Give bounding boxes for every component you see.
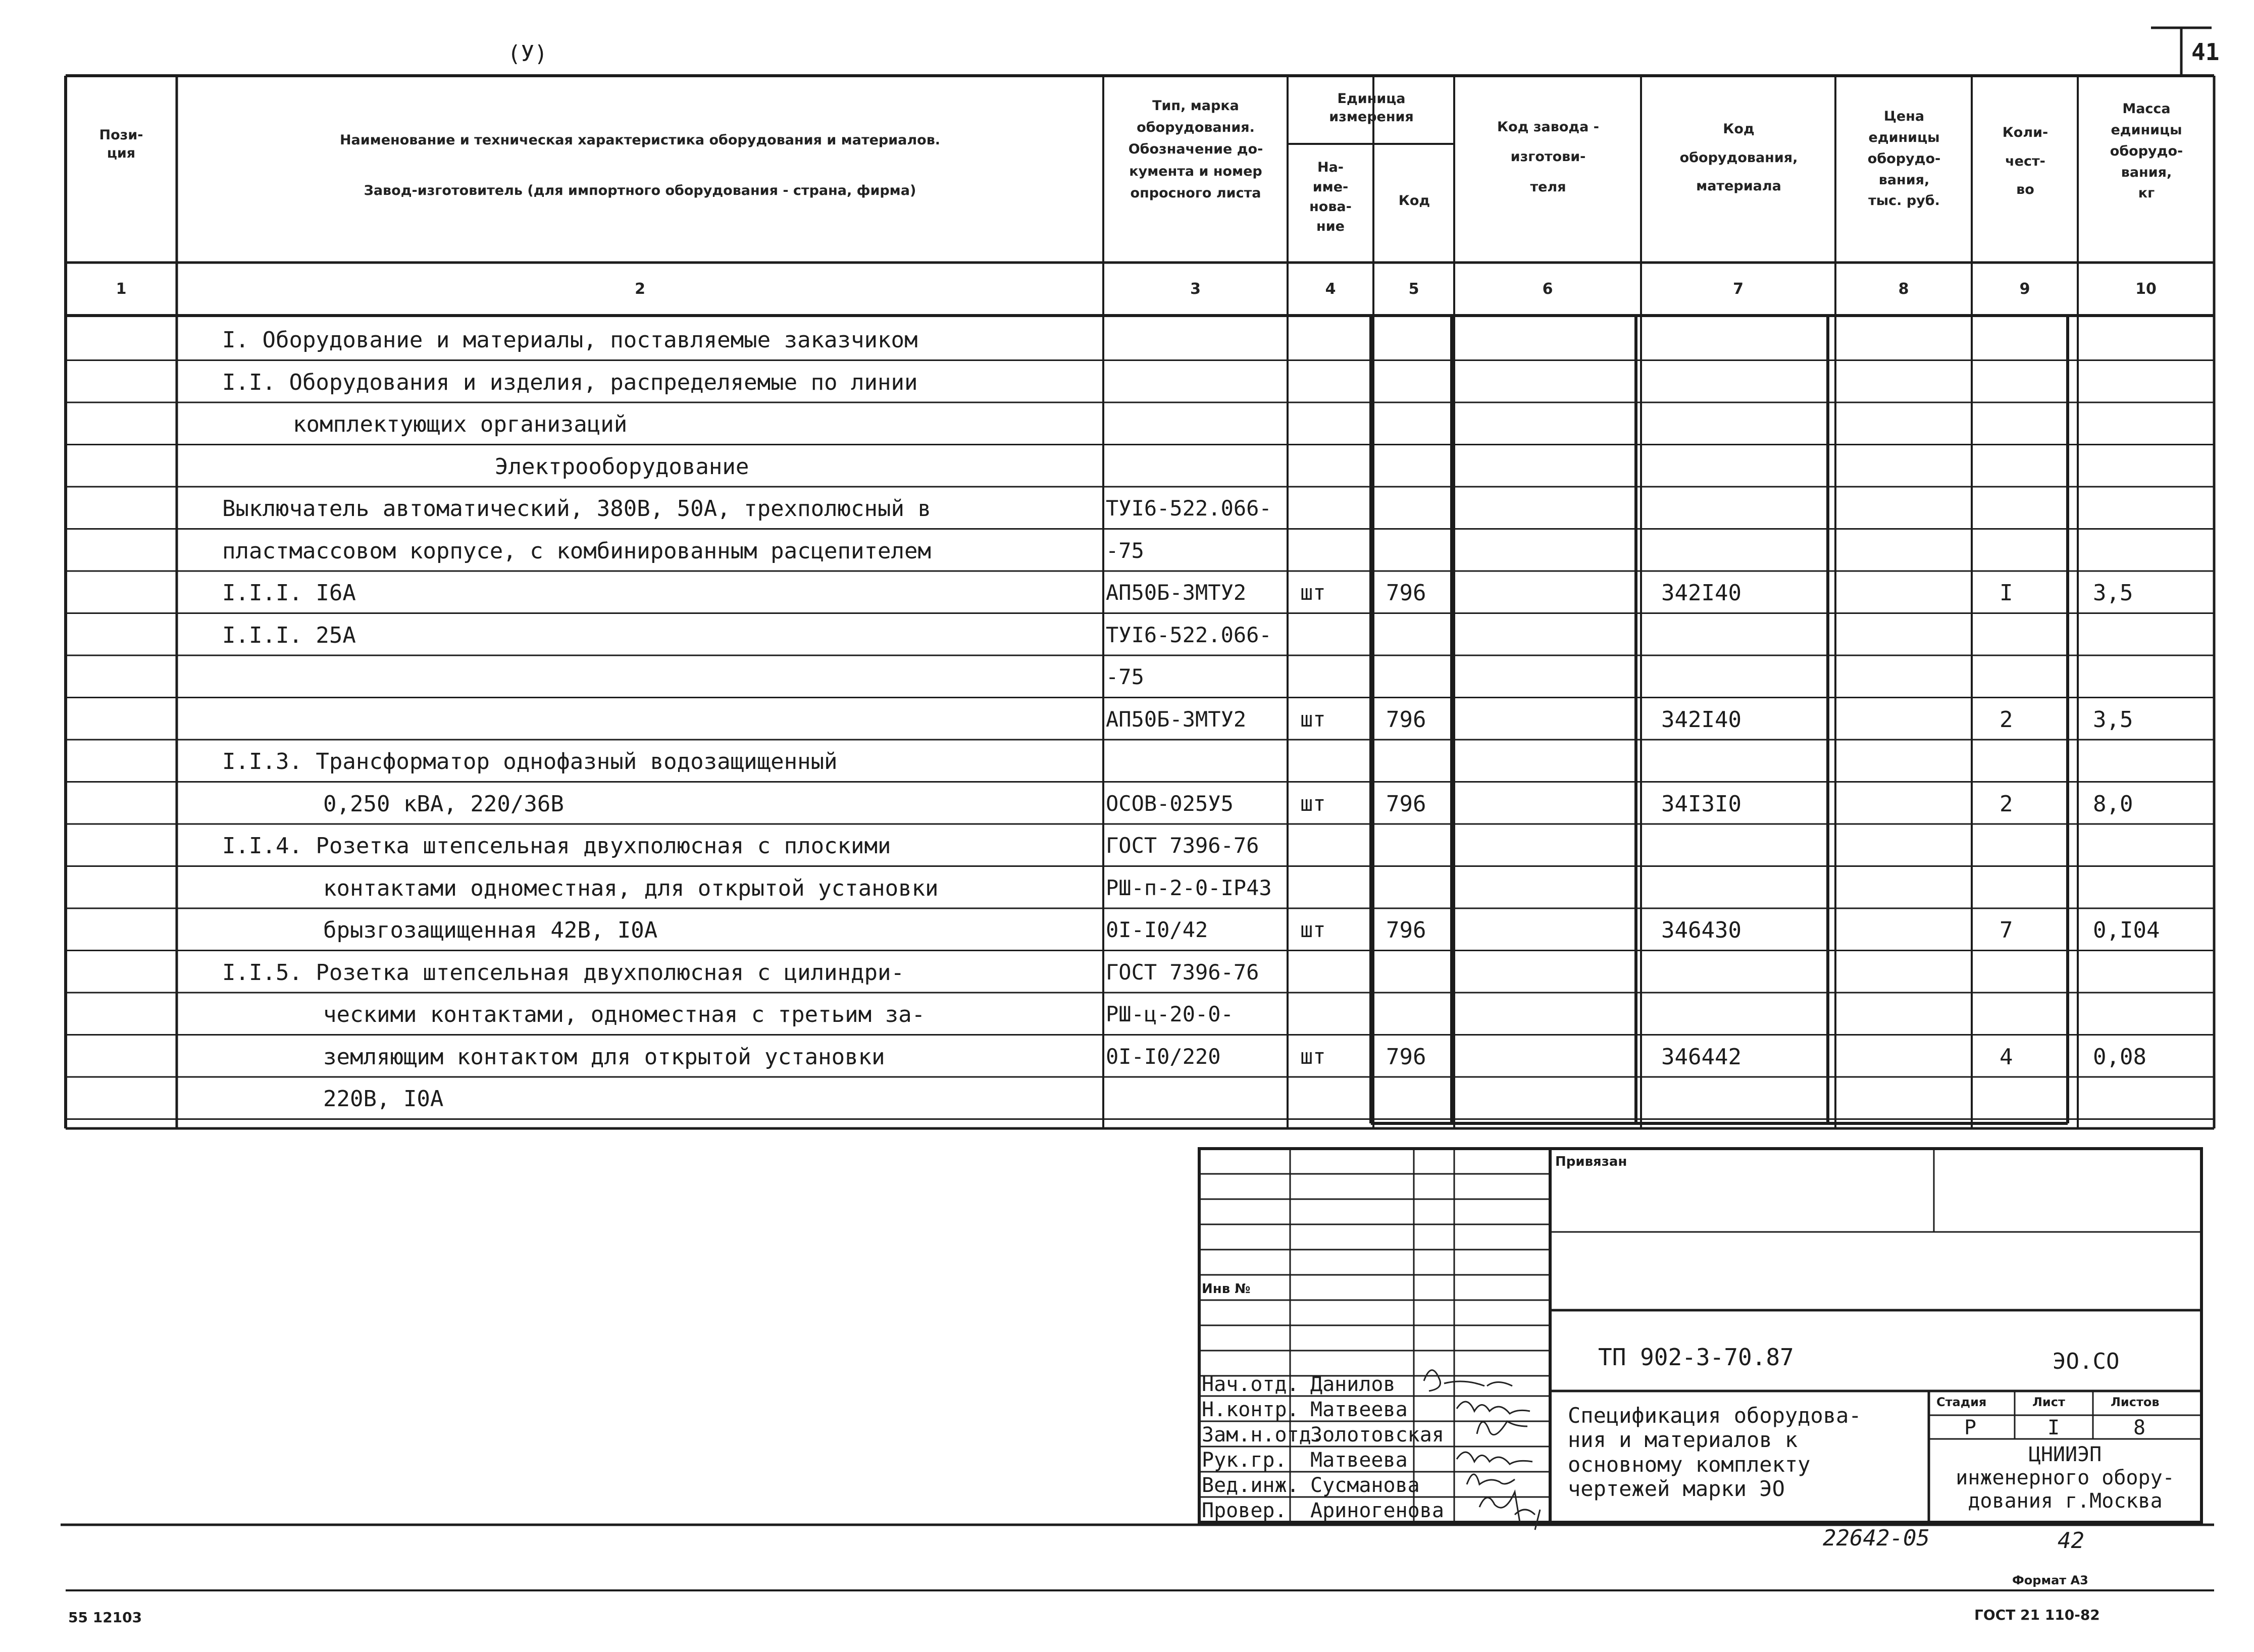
row-unit-code-cell: 796 — [1386, 1044, 1426, 1070]
row-unit-cell: шт — [1300, 580, 1326, 605]
header-mark: (У) — [507, 41, 548, 67]
row-name-cell: I.I.I. I6A — [222, 580, 356, 606]
row-name-cell: I.I.I. 25A — [222, 622, 356, 648]
stamp-sheet-value: I — [2047, 1416, 2060, 1439]
row-unit-code-cell: 796 — [1386, 791, 1426, 817]
row-type-cell: 0I-I0/42 — [1106, 917, 1208, 942]
row-name-cell: I.I.4. Розетка штепсельная двухполюсная с плоскими — [222, 833, 891, 859]
signer-role: Провер. — [1202, 1499, 1287, 1522]
row-type-cell: ТУI6-522.066- — [1106, 622, 1272, 647]
header-col-material-code: Код оборудования, материала — [1679, 121, 1798, 194]
row-name-cell: Электрооборудование — [495, 453, 749, 480]
signer-role: Рук.гр. — [1202, 1449, 1287, 1472]
row-name-cell: 220В, I0A — [323, 1086, 444, 1112]
handwritten-page-number: 42 — [2058, 1528, 2084, 1554]
stamp-stage-label: Стадия — [1936, 1395, 1987, 1409]
row-type-cell: ТУI6-522.066- — [1106, 496, 1272, 521]
row-mass-cell: 0,08 — [2093, 1044, 2146, 1070]
archive-number: 22642-05 — [1823, 1525, 1930, 1551]
header-col-name-line1: Наименование и техническая характеристика оборудования и материалов. — [339, 132, 941, 148]
row-name-cell: I.I.3. Трансформатор однофазный водозащищенный — [222, 749, 838, 775]
signer-role: Зам.н.отд. — [1202, 1423, 1323, 1447]
row-type-cell: АП50Б-3МТУ2 — [1106, 580, 1247, 605]
row-type-cell: РШ-ц-20-0- — [1106, 1002, 1234, 1026]
row-type-cell: -75 — [1106, 538, 1144, 563]
header-col-unit-name: На- име- нова- ние — [1309, 160, 1352, 235]
row-unit-code-cell: 796 — [1386, 580, 1426, 606]
column-number-8: 8 — [1898, 280, 1909, 298]
stamp-sheet-label: Лист — [2032, 1395, 2065, 1409]
column-number-10: 10 — [2135, 280, 2157, 298]
signer-role: Нач.отд. — [1202, 1373, 1299, 1396]
signer-role: Н.контр. — [1202, 1398, 1299, 1421]
row-unit-cell: шт — [1300, 917, 1326, 942]
row-quantity-cell: 4 — [2000, 1044, 2013, 1070]
row-unit-code-cell: 796 — [1386, 917, 1426, 943]
header-col-quantity: Коли- чест- во — [2002, 125, 2048, 198]
row-quantity-cell: 2 — [2000, 791, 2013, 817]
stamp-sheets-label: Листов — [2111, 1395, 2160, 1409]
row-name-cell: Выключатель автоматический, 380В, 50А, трехполюсный в — [222, 496, 931, 522]
column-number-3: 3 — [1190, 280, 1201, 298]
signer-name: Сусманова — [1310, 1474, 1420, 1497]
header-col-price: Цена единицы оборудо- вания, тыс. руб. — [1867, 109, 1941, 209]
header-col-factory-code: Код завода - изготови- теля — [1497, 119, 1599, 195]
format-label: Формат А3 — [2012, 1573, 2088, 1587]
stamp-section-code: ЭО.СО — [2053, 1349, 2120, 1374]
header-col-type: Тип, марка оборудования. Обозначение до- кумента и номер опросного листа — [1128, 98, 1263, 201]
stamp-stage-value: Р — [1964, 1416, 1977, 1439]
row-unit-cell: шт — [1300, 1044, 1326, 1069]
signer-name: Данилов — [1310, 1373, 1396, 1396]
row-quantity-cell: 7 — [2000, 917, 2013, 943]
row-name-cell: I.I. Оборудования и изделия, распределяемые по линии — [222, 369, 918, 395]
stamp-inv-no-label: Инв № — [1202, 1281, 1251, 1297]
gost-standard: ГОСТ 21 110-82 — [1974, 1607, 2100, 1623]
header-col-name-line2: Завод-изготовитель (для импортного оборудования - страна, фирма) — [364, 183, 916, 198]
header-col-unit-code: Код — [1398, 193, 1430, 209]
print-code: 55 12103 — [68, 1609, 142, 1626]
row-name-cell: пластмассовом корпусе, с комбинированным расцепителем — [222, 538, 931, 564]
row-unit-cell: шт — [1300, 791, 1326, 816]
header-col-mass: Масса единицы оборудо- вания, кг — [2110, 101, 2183, 201]
row-name-cell: земляющим контактом для открытой установки — [323, 1044, 885, 1070]
row-mass-cell: 3,5 — [2093, 706, 2133, 733]
row-name-cell: брызгозащищенная 42В, I0A — [323, 917, 658, 943]
signer-name: Матвеева — [1310, 1449, 1408, 1472]
row-material-code-cell: 346442 — [1661, 1044, 1741, 1070]
stamp-document-code: ТП 902-3-70.87 — [1598, 1344, 1794, 1371]
row-unit-code-cell: 796 — [1386, 706, 1426, 733]
row-name-cell: I. Оборудование и материалы, поставляемые заказчиком — [222, 327, 918, 353]
row-material-code-cell: 342I40 — [1661, 580, 1741, 606]
row-mass-cell: 0,I04 — [2093, 917, 2160, 943]
row-type-cell: 0I-I0/220 — [1106, 1044, 1221, 1069]
row-name-cell: ческими контактами, одноместная с третьим за- — [323, 1002, 926, 1027]
row-type-cell: ОСОВ-025У5 — [1106, 791, 1234, 816]
column-number-5: 5 — [1408, 280, 1419, 298]
row-name-cell: комплектующих организаций — [293, 411, 628, 437]
stamp-sheets-value: 8 — [2133, 1416, 2146, 1439]
column-number-9: 9 — [2019, 280, 2030, 298]
column-number-4: 4 — [1325, 280, 1336, 298]
signer-name: Ариногенова — [1310, 1499, 1444, 1522]
column-number-6: 6 — [1542, 280, 1553, 298]
row-name-cell: I.I.5. Розетка штепсельная двухполюсная с цилиндри- — [222, 959, 905, 986]
row-type-cell: ГОСТ 7396-76 — [1106, 959, 1259, 985]
column-number-7: 7 — [1733, 280, 1744, 298]
row-name-cell: 0,250 кВА, 220/36В — [323, 791, 564, 817]
row-name-cell: контактами одноместная, для открытой установки — [323, 875, 939, 901]
header-col-position: Пози- ция — [99, 127, 143, 162]
row-type-cell: -75 — [1106, 664, 1144, 689]
signer-role: Вед.инж. — [1202, 1474, 1299, 1497]
row-type-cell: АП50Б-3МТУ2 — [1106, 706, 1247, 732]
row-mass-cell: 8,0 — [2093, 791, 2133, 817]
column-number-1: 1 — [116, 280, 127, 298]
row-material-code-cell: 346430 — [1661, 917, 1741, 943]
row-material-code-cell: 34I3I0 — [1661, 791, 1741, 817]
column-number-2: 2 — [635, 280, 645, 298]
stamp-organization: ЦНИИЭП инженерного обору- дования г.Москва — [1956, 1443, 2175, 1513]
page-number: 41 — [2191, 38, 2220, 66]
row-material-code-cell: 342I40 — [1661, 706, 1741, 733]
row-quantity-cell: 2 — [2000, 706, 2013, 733]
signer-name: Матвеева — [1310, 1398, 1408, 1421]
row-mass-cell: 3,5 — [2093, 580, 2133, 606]
stamp-document-title: Спецификация оборудова- ния и материалов к основному комплекту чертежей марки ЭО — [1568, 1403, 1862, 1501]
row-type-cell: РШ-п-2-0-IP43 — [1106, 875, 1272, 900]
signer-name: Золотовская — [1310, 1423, 1444, 1447]
row-unit-cell: шт — [1300, 706, 1326, 732]
row-quantity-cell: I — [2000, 580, 2013, 606]
header-col-unit-group: Единица измерения — [1329, 91, 1414, 125]
row-type-cell: ГОСТ 7396-76 — [1106, 833, 1259, 858]
stamp-privyazan-label: Привязан — [1555, 1154, 1627, 1169]
